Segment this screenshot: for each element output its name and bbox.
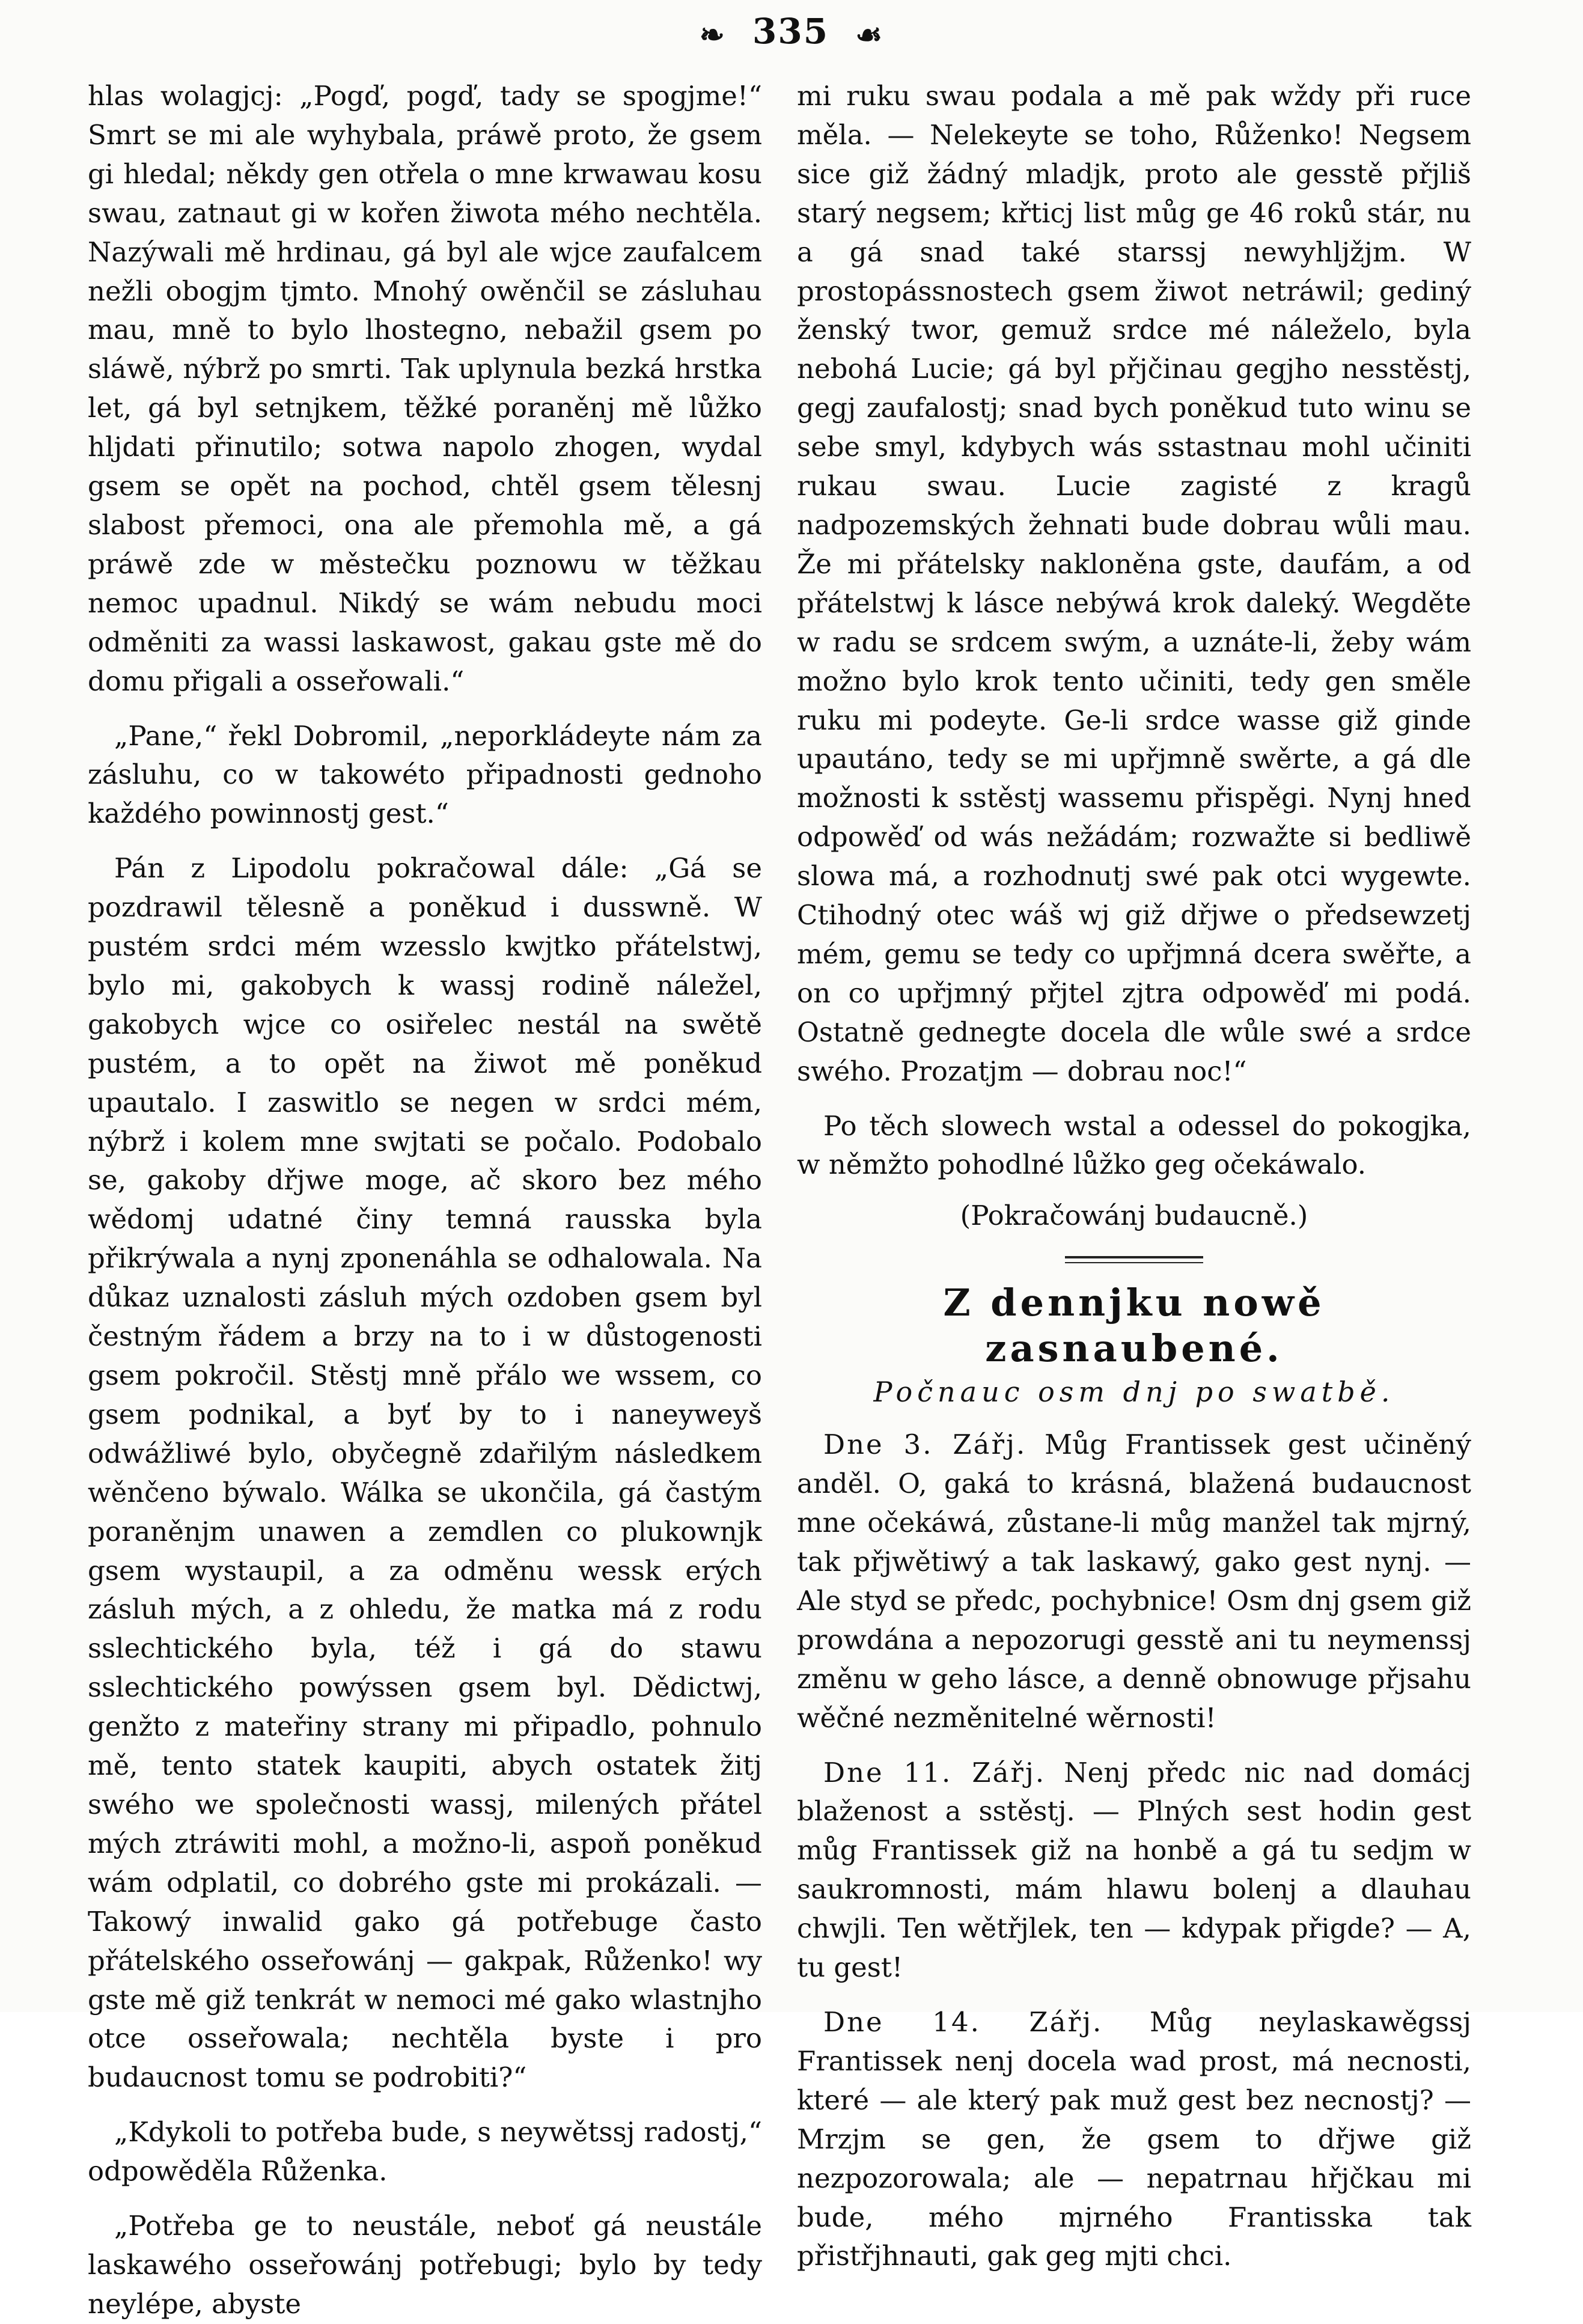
- left-paragraph-5: „Potřeba ge to neustále, neboť gá neustále laskawého osseřowánj potřebugi; bylo by tedy neylépe, abyste: [88, 2210, 762, 2320]
- diary-entry-1-text: Můg Frantissek gest učiněný anděl. O, gaká to krásná, blažená budaucnost mne očekáwá, zůstane-li můg manžel tak mjrný, tak přjwětiwý a tak laskawý, gako gest nynj. — Ale styd se předc, pochybnice! Osm dnj gsem giž prowdána a nepozorugi gesstě ani tu neymenssj změnu w geho lásce, a denně obnowuge přjsahu wěčné nezměnitelné wěrnosti!: [797, 1429, 1471, 1734]
- diary-entry-2-date: Dne 11. Zářj.: [823, 1756, 1046, 1789]
- right-paragraph-1: mi ruku swau podala a mě pak wždy při ruce měla. — Nelekeyte se toho, Růženko! Negsem sice giž žádný mladjk, proto ale gesstě přjliš starý negsem; křticj list můg ge 46 roků stár, nu a gá snad také starssj newyhljžjm. W prostopássnostech gsem žiwot netráwil; gediný ženský twor, gemuž srdce mé náleželo, byla nebohá Lucie; gá byl přjčinau gegjho nesstěstj, gegj zaufalostj; snad bych poněkud tuto winu se sebe smyl, kdybych wás sstastnau mohl učiniti rukau swau. Lucie zagisté z kragů nadpozemských žehnati bude dobrau wůli mau. Že mi přátelsky nakloněna gste, daufám, a od přátelstwj k lásce nebýwá krok daleký. Wegděte w radu se srdcem swým, a uznáte-li, žeby wám možno bylo krok tento učiniti, tedy gen směle ruku mi podeyte. Ge-li srdce wasse giž ginde upautáno, tedy se mi upřjmně swěrte, a gá dle možnosti k sstěstj wassemu přispěgi. Nynj hned odpowěď od wás nežádám; rozwažte si bedliwě slowa má, a rozhodnutj swé pak otci wygewte. Ctihodný otec wáš wj giž dřjwe o předsewzetj mém, gemu se tedy co upřjmná dcera swěřte, a on co upřjmný přjtel zjtra odpowěď mi podá. Ostatně gednegte docela dle wůle swé a srdce swého. Prozatjm — dobrau noc!“: [797, 80, 1471, 1087]
- diary-entry-3-text: Můg neylaskawěgssj Frantissek nenj docela wad prost, má necnosti, které — ale který pak muž gest bez necnostj? — Mrzjm se gen, že gsem to dřjwe giž nezpozorowala; ale — nepatrnau hřjčkau mi bude, mého mjrného Frantisska tak přistřjhnauti, gak geg mjti chci.: [797, 2005, 1471, 2272]
- page-header: [0, 11, 1583, 52]
- diary-entry-3-date: Dne 14. Zářj.: [823, 2005, 1103, 2038]
- diary-entry-2: [797, 1754, 1471, 1987]
- left-paragraph-3: Pán z Lipodolu pokračowal dále: „Gá se pozdrawil tělesně a poněkud i dusswně. W pustém srdci mém wzesslo kwjtko přátelstwj, bylo mi, gakobych k wassj rodině náležel, gakobych wjce co osiřelec nestál na swětě pustém, a to opět na žiwot mě poněkud upautalo. I zaswitlo se negen w srdci mém, nýbrž i kolem mne swjtati se počalo. Podobalo se, gakoby dřjwe moge, ač skoro bez mého wědomj udatné činy temná rausska byla přikrýwala a nynj zponenáhla se odhalowala. Na důkaz uznalosti zásluh mých ozdoben gsem byl čestným řádem a brzy na to i w důstogenosti gsem pokročil. Stěstj mně přálo we wssem, co gsem podnikal, a byť by to i naneyweyš odwážliwé bylo, obyčegně zdařilým následkem wěnčeno býwalo. Wálka se ukončila, gá častým poraněnjm unawen a zemdlen co plukownjk gsem wystaupil, a za odměnu wessk erých zásluh mých, a z ohledu, že matka má z rodu sslechtického byla, též i gá do stawu sslechtického powýssen gsem byl. Dědictwj, genžto z mateřiny strany mi připadlo, pohnulo mě, tento statek kaupiti, abych ostatek žitj swého we společnosti wassj, milených přátel mých ztráwiti mohl, a možno-li, aspoň poněkud wám odplatil, co dobrého gste mi prokázali. — Takowý inwalid gako gá potřebuge často přátelského osseřowánj — gakpak, Růženko! wy gste mě giž tenkrát w nemoci mé gako wlastnjho otce osseřowala; nechtěla byste i pro budaucnost tomu se podrobiti?“: [88, 852, 762, 2094]
- left-paragraph-2: „Pane,“ řekl Dobromil, „neporkládeyte nám za zásluhu, co w takowéto připadnosti gednoho každého powinnostj gest.“: [88, 719, 762, 830]
- diary-entry-2-text: Nenj předc nic nad domácj blaženost a sstěstj. — Plných sest hodin gest můg Frantissek giž na honbě a gá tu sedjm w saukromnosti, mám hlawu bolenj a dlauhau chwjli. Ten wětřjlek, ten — kdypak přigde? — A, tu gest!: [797, 1756, 1471, 1984]
- continued-note: (Pokračowánj budaucně.): [960, 1200, 1308, 1232]
- diary-entry-3: [797, 2003, 1471, 2276]
- right-paragraph-2: Po těch slowech wstal a odessel do pokogjka, w němžto pohodlné lůžko geg očekáwalo.: [797, 1109, 1471, 1181]
- right-column: [797, 77, 1471, 2276]
- left-column: [88, 77, 762, 2324]
- left-paragraph-1: hlas wolagjcj: „Pogď, pogď, tady se spogjme!“ Smrt se mi ale wyhybala, práwě proto, že gsem gi hledal; někdy gen otřela o mne krwawau kosu swau, zatnaut gi w kořen žiwota mého nechtěla. Nazýwali mě hrdinau, gá byl ale wjce zaufalcem nežli obogjm tjmto. Mnohý owěnčil se zásluhau mau, mně to bylo lhostegno, nebažil gsem po sláwě, nýbrž po smrti. Tak uplynula bezká hrstka let, gá byl setnjkem, těžké poraněnj mě lůžko hljdati přinutilo; sotwa napolo zhogen, wydal gsem se opět na pochod, chtěl gsem tělesnj slabost přemoci, ona ale přemohla mě, a gá práwě zde w městečku poznowu w těžkau nemoc upadnul. Nikdý se wám nebudu moci odměniti za wassi laskawost, gakau gste mě do domu přigali a osseřowali.“: [88, 80, 762, 697]
- left-paragraph-4: „Kdykoli to potřeba bude, s neywětssj radostj,“ odpowěděla Růženka.: [88, 2116, 762, 2188]
- section-subtitle: Počnauc osm dnj po swatbě.: [873, 1376, 1395, 1409]
- page-number: 335: [752, 11, 829, 52]
- ornament-left-icon: ❧: [699, 16, 726, 52]
- diary-entry-1-date: Dne 3. Zářj.: [823, 1429, 1027, 1461]
- section-divider: [1065, 1256, 1203, 1263]
- diary-entry-1: [797, 1426, 1471, 1737]
- section-title: Z dennjku nowě zasnaubené.: [943, 1281, 1325, 1371]
- ornament-right-icon: ☙: [855, 16, 884, 52]
